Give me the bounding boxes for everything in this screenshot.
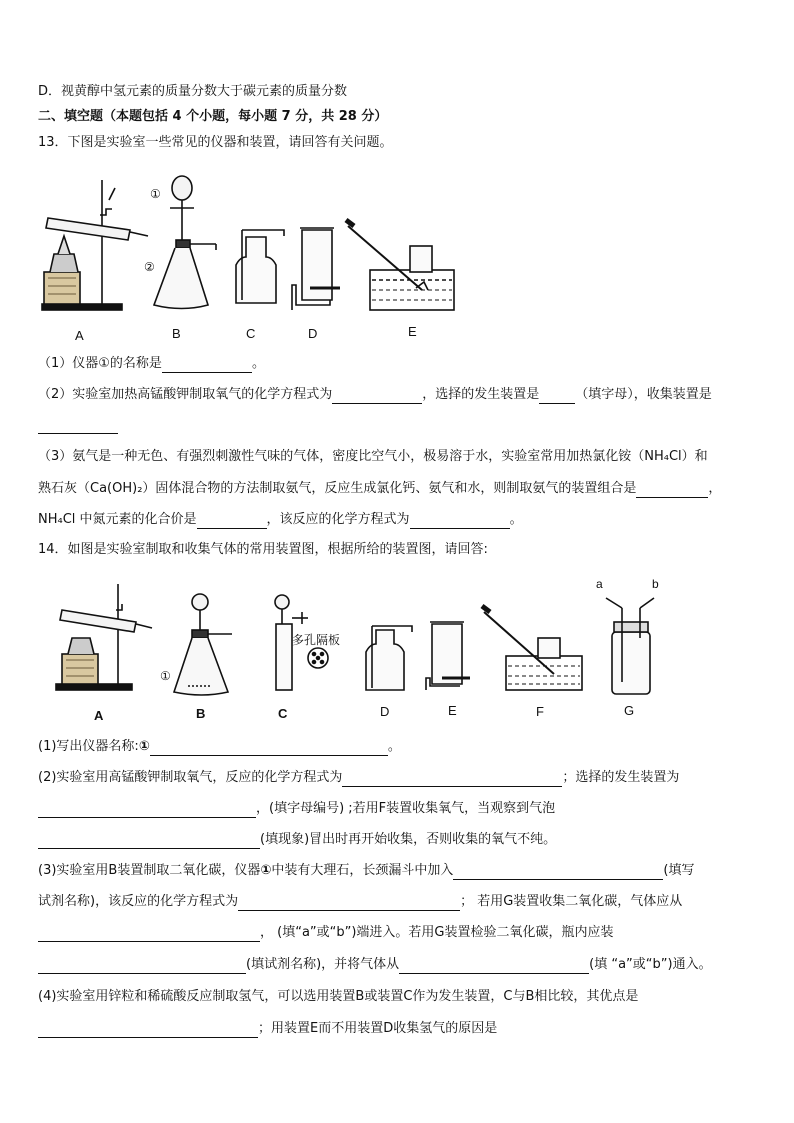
- q14-blank-2[interactable]: [342, 772, 562, 787]
- q14-part2-line1: (2)实验室用高锰酸钾制取氧气，反应的化学方程式为 ；选择的发生装置为: [38, 770, 680, 785]
- q14-blank-8[interactable]: [38, 959, 246, 974]
- q14-part3-line2: 试剂名称)，该反应的化学方程式为 ； 若用G装置收集二氧化碳，气体应从: [38, 894, 683, 909]
- q13-blank-1[interactable]: [162, 358, 252, 373]
- q14-part4-line2: ；用装置E而不用装置D收集氢气的原因是: [38, 1020, 497, 1038]
- apparatus-b-flask: [174, 594, 232, 695]
- q14-blank-9[interactable]: [399, 959, 589, 974]
- fig-label-e: E: [448, 703, 457, 718]
- q13-part2-cont: [38, 416, 118, 434]
- apparatus-a-heating-setup: [42, 180, 148, 310]
- fig-label-c: C: [246, 326, 256, 341]
- q13-blank-7[interactable]: [410, 514, 510, 529]
- q14-apparatus-figure: [40, 572, 690, 732]
- fig-label-c: C: [278, 706, 288, 721]
- q14-part4-line1: (4)实验室用锌粒和稀硫酸反应制取氢气，可以选用装置B或装置C作为发生装置，C与B相比较，其优点是: [38, 989, 639, 1004]
- q13-mark-1: ①: [150, 187, 161, 201]
- q14-part2-line2: ，(填字母编号) ;若用F装置收集氧气，当观察到气泡: [38, 800, 555, 818]
- plate-label: 多孔隔板: [292, 633, 341, 647]
- fig-label-b: B: [172, 326, 181, 341]
- fig-label-d: D: [308, 326, 318, 341]
- q14-blank-5[interactable]: [453, 865, 663, 880]
- q13-blank-2[interactable]: [332, 389, 422, 404]
- fig-label-b: B: [196, 706, 206, 721]
- fig-label-e: E: [408, 324, 417, 339]
- q12-option-d: D．视黄醇中氢元素的质量分数大于碳元素的质量分数: [38, 84, 348, 99]
- fig-label-g: G: [624, 703, 635, 718]
- q14-mark-1: ①: [160, 669, 171, 683]
- q13-blank-4[interactable]: [38, 419, 118, 434]
- q13-part3-line1: （3）氨气是一种无色、有强烈刺激性气味的气体，密度比空气小，极易溶于水，实验室常用加热氯化铵（NH₄Cl）和: [38, 449, 708, 464]
- q13-part2: （2）实验室加热高锰酸钾制取氧气的化学方程式为 ，选择的发生装置是 （填字母），收集装置是: [38, 387, 712, 402]
- apparatus-c-gas-bottle: [236, 230, 284, 303]
- fig-label-a: A: [75, 328, 84, 343]
- apparatus-d-gas-bottle: [292, 228, 340, 310]
- q13-apparatus-figure: [30, 160, 470, 345]
- q14-part3-line4: (填试剂名称)，并将气体从 (填 “a”或“b”)通入。: [38, 956, 712, 974]
- q14-part3-line1: (3)实验室用B装置制取二氧化碳，仪器①中装有大理石，长颈漏斗中加入 (填写: [38, 863, 695, 878]
- q13-part1: （1）仪器①的名称是 。: [38, 356, 265, 371]
- q14-blank-6[interactable]: [238, 896, 460, 911]
- q14-blank-1[interactable]: [150, 741, 388, 756]
- apparatus-e-gas-bottle: [426, 622, 470, 690]
- q14-part2-line3: (填现象)冒出时再开始收集，否则收集的氧气不纯。: [38, 831, 556, 849]
- q13-blank-5[interactable]: [636, 483, 708, 498]
- q13-stem: 13．下图是实验室一些常见的仪器和装置，请回答有关问题。: [38, 135, 393, 150]
- apparatus-d-gas-bottle: [366, 626, 412, 690]
- port-b-label: b: [652, 577, 659, 591]
- q13-blank-6[interactable]: [197, 514, 267, 529]
- q13-part3-line2: 熟石灰（Ca(OH)₂）固体混合物的方法制取氨气，反应生成氯化钙、氨气和水，则制取氨气的装置组合是 ，: [38, 481, 722, 496]
- q13-part3-line3: NH₄Cl 中氮元素的化合价是 ，该反应的化学方程式为 。: [38, 512, 523, 527]
- q14-part1: (1)写出仪器名称:① 。: [38, 739, 401, 754]
- q14-blank-3[interactable]: [38, 803, 256, 818]
- q14-stem: 14．如图是实验室制取和收集气体的常用装置图，根据所给的装置图，请回答:: [38, 542, 488, 557]
- q14-blank-4[interactable]: [38, 834, 260, 849]
- fig-label-f: F: [536, 704, 544, 719]
- q13-blank-3[interactable]: [539, 389, 575, 404]
- fig-label-a: A: [94, 708, 104, 723]
- apparatus-a-heating-setup: [56, 584, 152, 690]
- apparatus-b-flask: [154, 176, 216, 309]
- apparatus-f-water-trough: [482, 606, 582, 690]
- q14-part3-line3: ， (填“a”或“b”)端进入。若用G装置检验二氧化碳，瓶内应装: [38, 924, 614, 942]
- q14-blank-10[interactable]: [38, 1023, 258, 1038]
- section-title: 二、填空题（本题包括 4 个小题，每小题 7 分，共 28 分）: [38, 109, 388, 124]
- fig-label-d: D: [380, 704, 390, 719]
- q14-blank-7[interactable]: [38, 927, 260, 942]
- port-a-label: a: [596, 577, 603, 591]
- apparatus-g-two-port-bottle: [606, 598, 654, 694]
- q13-mark-2: ②: [144, 260, 155, 274]
- apparatus-e-water-trough: [346, 220, 454, 310]
